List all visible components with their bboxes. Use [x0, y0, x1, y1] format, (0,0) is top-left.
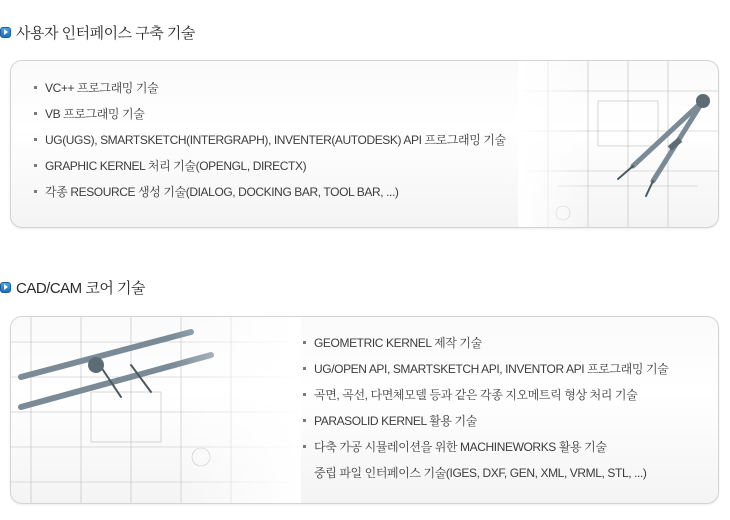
- section-title-label: CAD/CAM 코어 기술: [16, 279, 145, 297]
- list-item: UG/OPEN API, SMARTSKETCH API, INVENTOR API 프로그래밍 기술: [303, 355, 668, 381]
- list-item: 다축 가공 시뮬레이션을 위한 MACHINEWORKS 활용 기술: [303, 433, 668, 459]
- list-item: VC++ 프로그래밍 기술: [34, 74, 506, 100]
- section-title-cad: [0, 276, 145, 298]
- bullet-icon: [303, 445, 306, 448]
- list-item: GRAPHIC KERNEL 처리 기술(OPENGL, DIRECTX): [34, 152, 506, 178]
- ui-tech-panel: [10, 60, 719, 228]
- list-item: UG(UGS), SMARTSKETCH(INTERGRAPH), INVENTER(AUTODESK) API 프로그래밍 기술: [34, 126, 506, 152]
- ui-tech-list: [34, 74, 506, 204]
- bullet-icon: [34, 164, 37, 167]
- list-item: GEOMETRIC KERNEL 제작 기술: [303, 329, 668, 355]
- list-item: 곡면, 곡선, 다면체모델 등과 같은 각종 지오메트릭 형상 처리 기술: [303, 381, 668, 407]
- arrow-icon: [0, 282, 11, 293]
- list-item: VB 프로그래밍 기술: [34, 100, 506, 126]
- bullet-icon: [303, 341, 306, 344]
- section-title-ui: [0, 21, 195, 43]
- cad-tech-list: [303, 329, 668, 485]
- cad-tech-panel: [10, 316, 719, 504]
- bullet-icon: [34, 112, 37, 115]
- blueprint-compass-illustration: [11, 317, 301, 504]
- bullet-icon: [303, 393, 306, 396]
- blueprint-compass-illustration: [518, 61, 718, 228]
- arrow-icon: [0, 27, 11, 38]
- list-item: 각종 RESOURCE 생성 기술(DIALOG, DOCKING BAR, TOOL BAR, ...): [34, 178, 506, 204]
- bullet-icon: [34, 138, 37, 141]
- bullet-icon: [34, 190, 37, 193]
- bullet-icon: [303, 419, 306, 422]
- section-title-label: 사용자 인터페이스 구축 기술: [16, 24, 195, 42]
- list-item: PARASOLID KERNEL 활용 기술: [303, 407, 668, 433]
- list-item: 중립 파일 인터페이스 기술(IGES, DXF, GEN, XML, VRML, STL, ...): [314, 465, 647, 480]
- bullet-icon: [34, 86, 37, 89]
- bullet-icon: [303, 367, 306, 370]
